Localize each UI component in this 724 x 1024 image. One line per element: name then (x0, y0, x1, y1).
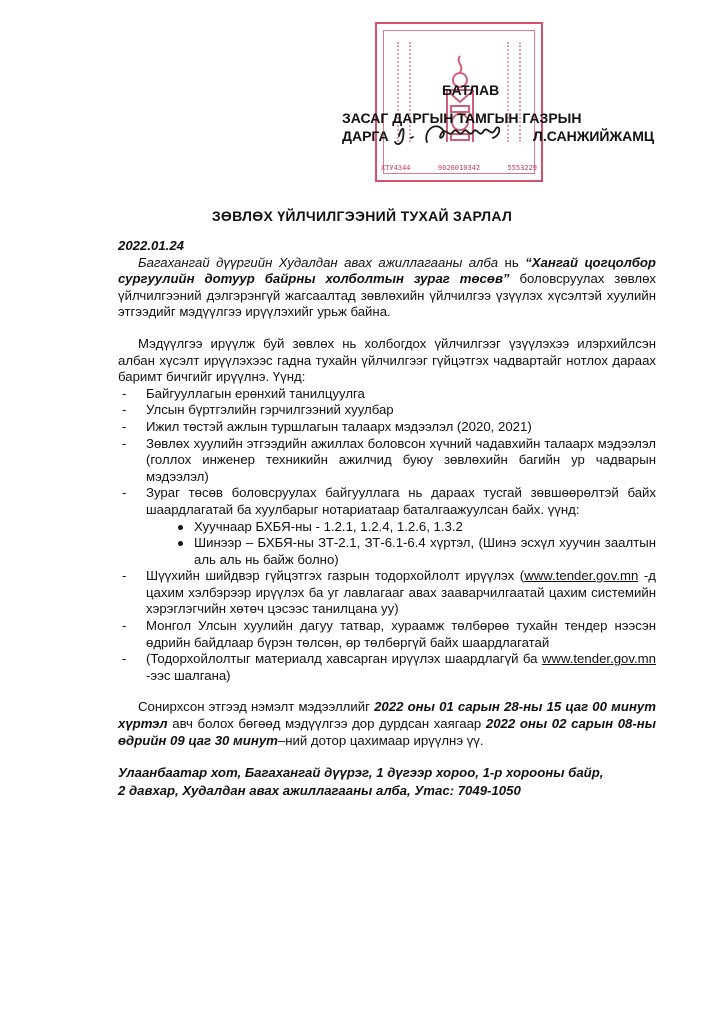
requirements-list (118, 386, 656, 685)
contact-address (118, 764, 678, 800)
intro-connector: нь (498, 254, 526, 270)
approval-title: БАТЛАВ (442, 82, 500, 98)
list-item: - Байгууллагын ерөнхий танилцуулга (118, 386, 656, 403)
intro-org: Багахангай дүүргийн Худалдан авах ажиллагааны алба (138, 254, 499, 270)
note-text-end: -ээс шалгана) (146, 667, 231, 683)
note-text-start: (Тодорхойлолтыг материалд хавсарган ирүүлэх шаардлагүй ба (146, 651, 542, 667)
list-item: Хуучнаар БХБЯ-ны - 1.2.1, 1.2.4, 1.2.6, 1.3.2 (146, 519, 656, 536)
closing-paragraph (118, 699, 656, 749)
closing-text: –ний дотор цахимаар ирүүлнэ үү. (277, 732, 484, 748)
inquiry-deadline: 2022 оны 01 сарын 28-ны 15 цаг 00 минут хүртэл (118, 699, 656, 732)
stamp-number: 9026010342 (437, 164, 481, 172)
stamp-number: ХТУ4344 (381, 164, 411, 172)
list-item: - Улсын бүртгэлийн гэрчилгээний хуулбар (118, 402, 656, 419)
tender-link[interactable]: www.tender.gov.mn (541, 651, 656, 667)
document-date: 2022.01.24 (118, 238, 185, 253)
list-item: - Зөвлөх хуулийн этгээдийн ажиллах боловсон хүчний чадавхийн талаарх мэдээлэл (голлох инженер техникийн ажилчид буюу зөвлөхийн багийн ур чадварын мэдээлэл) (118, 436, 656, 486)
address-line: Улаанбаатар хот, Багахангай дүүрэг, 1 дүгээр хороо, 1-р хорооны байр, (118, 765, 604, 780)
approval-role: ДАРГА (342, 128, 389, 144)
closing-text: авч болох бөгөөд мэдүүлгээ дор дурдсан хаягаар (167, 716, 486, 732)
stamp-registry-numbers (381, 164, 537, 172)
list-item (118, 485, 656, 568)
tender-link[interactable]: www.tender.gov.mn (524, 568, 639, 584)
license-requirement-text: Зураг төсөв боловсруулах байгууллага нь дараах тусгай зөвшөөрөлтэй байх шаардлагатай ба хуулбарыг нотариатаар баталгаажуулсан байх. үүнд: (146, 485, 656, 517)
approval-name: Л.САНЖИЙЖАМЦ (533, 128, 655, 144)
list-item: - Ижил төстэй ажлын туршлагын талаарх мэдээлэл (2020, 2021) (118, 419, 656, 436)
intro-paragraph (118, 255, 656, 321)
intro-rest: боловсруулах зөвлөх үйлчилгээний дэлгэрэнгүй жагсаалтад зөвлөхийн үйлчилгээ үзүүлэх хүсэлтэй хуулийн этгээдийг мэдүүлгээ ирүүлэхийг урьж байна. (118, 271, 657, 320)
official-stamp (375, 22, 543, 182)
list-item (118, 568, 656, 618)
stamp-number: 5553229 (507, 164, 537, 172)
address-line: 2 давхар, Худалдан авах ажиллагааны алба, Утас: 7049-1050 (118, 783, 521, 798)
submission-deadline: 2022 оны 02 сарын 08-ны өдрийн 09 цаг 30 минут (118, 716, 656, 748)
document-body (118, 238, 656, 749)
list-item (118, 651, 656, 684)
court-text-end: -д цахим хэлбэрээр ирүүлэх ба уг лавлагааг авах зааварчилгаатай цахим системийн хэрэглэгчийн хөтөч цэсээс танилцана уу) (146, 568, 656, 617)
document-title: ЗӨВЛӨХ ҮЙЛЧИЛГЭЭНИЙ ТУХАЙ ЗАРЛАЛ (211, 208, 513, 224)
list-item: Шинээр – БХБЯ-ны ЗТ-2.1, ЗТ-6.1-6.4 хүртэл, (Шинэ эсхүл хуучин заалтын аль аль нь байж болно) (146, 535, 656, 568)
list-item: - Монгол Улсын хуулийн дагуу татвар, хураамж төлбөрөө тухайн тендер нээсэн өдрийн байдлаар бүрэн төлсөн, өр төлбөргүй байх шаардлагатай (118, 618, 656, 651)
handwritten-signature (383, 108, 523, 158)
approval-office: ЗАСАГ ДАРГЫН ТАМГЫН ГАЗРЫН (342, 110, 582, 126)
closing-text: Сонирхсон этгээд нэмэлт мэдээллийг (138, 699, 375, 715)
court-text-start: Шүүхийн шийдвэр гүйцэтгэх газрын тодорхойлолт ирүүлэх ( (146, 568, 525, 584)
requirements-intro: Мэдүүлгээ ирүүлж буй зөвлөх нь холбогдох үйлчилгээг үзүүлэхээ илэрхийлсэн албан хүсэлт ирүүлэхээс гадна тухайн үйлчилгээг гүйцэтгэх чадвартайг нотлох дараах баримт бичгийг ирүүлнэ. Үүнд: (118, 335, 656, 385)
license-list (146, 519, 656, 569)
intro-project: “Хангай цогцолбор сургуулийн дотуур байрны холболтын зураг төсөв” (118, 254, 656, 287)
